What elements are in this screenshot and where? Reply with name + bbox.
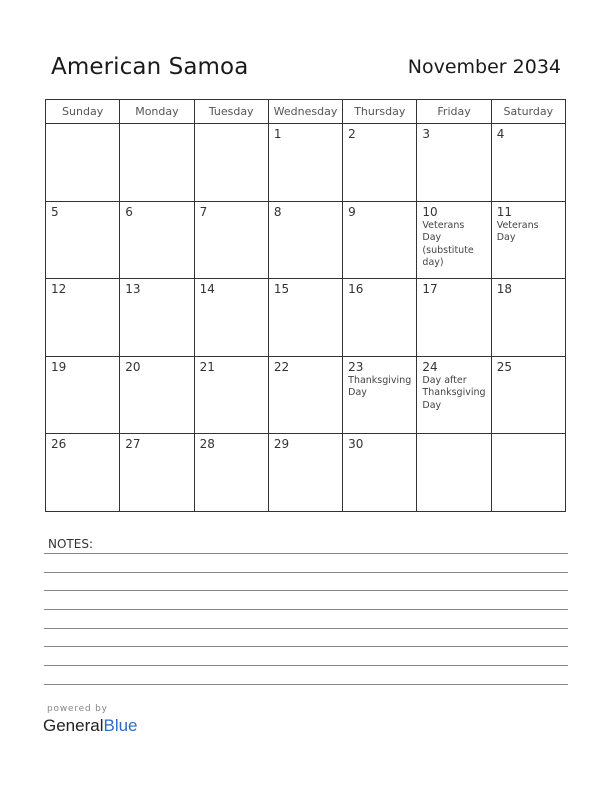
day-cell (269, 202, 343, 280)
day-cell (46, 202, 120, 280)
day-number: 18 (496, 282, 512, 297)
day-cell (492, 357, 566, 435)
day-cell (269, 124, 343, 202)
note-line (44, 553, 568, 554)
day-number: 27 (125, 437, 141, 452)
note-line (44, 590, 568, 591)
weekday-saturday: Saturday (492, 100, 566, 124)
day-cell (195, 124, 269, 202)
day-number: 15 (273, 282, 290, 297)
day-number: 22 (273, 359, 290, 374)
weekday-sunday: Sunday (46, 100, 120, 124)
brand-blue-text: Blue (103, 716, 138, 735)
day-cell (120, 279, 194, 357)
day-number: 20 (125, 359, 141, 374)
holiday-label: Veterans Day (496, 219, 539, 244)
day-cell (195, 202, 269, 280)
powered-by-text: powered by (47, 704, 108, 714)
holiday-label: Thanksgiving Day (348, 374, 412, 399)
day-number: 26 (51, 437, 67, 452)
week-row-1 (46, 124, 566, 202)
day-cell (195, 279, 269, 357)
day-number: 11 (496, 204, 512, 219)
day-cell (120, 124, 194, 202)
day-number: 12 (51, 282, 67, 297)
day-cell (417, 357, 491, 435)
note-line (44, 684, 568, 685)
day-number: 6 (125, 204, 133, 219)
day-cell (269, 357, 343, 435)
day-cell (343, 202, 417, 280)
weekday-thursday: Thursday (343, 100, 417, 124)
day-number: 9 (348, 204, 356, 219)
brand-general-text: General (43, 716, 104, 735)
weekday-monday: Monday (120, 100, 194, 124)
day-number: 10 (422, 204, 438, 219)
day-cell (46, 357, 120, 435)
day-number: 8 (273, 204, 282, 219)
generalblue-logo[interactable] (43, 716, 138, 736)
day-number: 19 (51, 359, 67, 374)
day-number: 1 (273, 127, 282, 141)
day-cell (269, 434, 343, 512)
day-number: 13 (125, 282, 141, 297)
notes-label: NOTES: (48, 537, 93, 551)
day-number: 2 (348, 127, 356, 141)
day-cell (120, 202, 194, 280)
weekday-wednesday: Wednesday (269, 100, 343, 124)
day-number: 5 (51, 204, 59, 219)
day-number: 29 (273, 437, 290, 452)
day-cell (417, 279, 491, 357)
day-number: 4 (496, 127, 505, 141)
day-cell (492, 279, 566, 357)
day-cell (195, 357, 269, 435)
day-number: 30 (348, 437, 364, 452)
day-cell (120, 434, 194, 512)
day-cell (492, 124, 566, 202)
day-cell (195, 434, 269, 512)
day-cell (417, 202, 491, 280)
day-number: 23 (348, 359, 364, 374)
day-number: 21 (199, 359, 215, 374)
day-cell (343, 434, 417, 512)
region-title: American Samoa (51, 54, 249, 80)
day-number: 17 (422, 282, 438, 297)
day-number: 16 (348, 282, 364, 297)
day-number: 14 (199, 282, 215, 297)
note-line (44, 572, 568, 573)
day-cell (120, 357, 194, 435)
holiday-label: Day after Thanksgiving Day (422, 374, 486, 411)
note-line (44, 628, 568, 629)
month-year-title: November 2034 (407, 56, 561, 78)
day-cell (46, 279, 120, 357)
day-cell (46, 124, 120, 202)
weekday-friday: Friday (417, 100, 491, 124)
day-cell (343, 357, 417, 435)
day-number: 3 (422, 127, 431, 141)
week-row-4 (46, 357, 566, 435)
day-cell (269, 279, 343, 357)
weekday-header-row (46, 100, 566, 124)
day-number: 7 (199, 204, 208, 219)
note-line (44, 665, 568, 666)
holiday-label: Veterans Day (substitute day) (422, 219, 474, 269)
week-row-3 (46, 279, 566, 357)
day-cell (343, 279, 417, 357)
week-row-5 (46, 434, 566, 512)
note-line (44, 646, 568, 647)
day-cell (46, 434, 120, 512)
day-number: 28 (199, 437, 215, 452)
day-cell (492, 202, 566, 280)
day-cell (417, 434, 491, 512)
day-cell (417, 124, 491, 202)
day-cell (343, 124, 417, 202)
week-row-2 (46, 202, 566, 280)
day-number: 25 (496, 359, 512, 374)
day-cell (492, 434, 566, 512)
note-line (44, 609, 568, 610)
calendar-grid (45, 99, 566, 512)
weekday-tuesday: Tuesday (195, 100, 269, 124)
day-number: 24 (422, 359, 438, 374)
